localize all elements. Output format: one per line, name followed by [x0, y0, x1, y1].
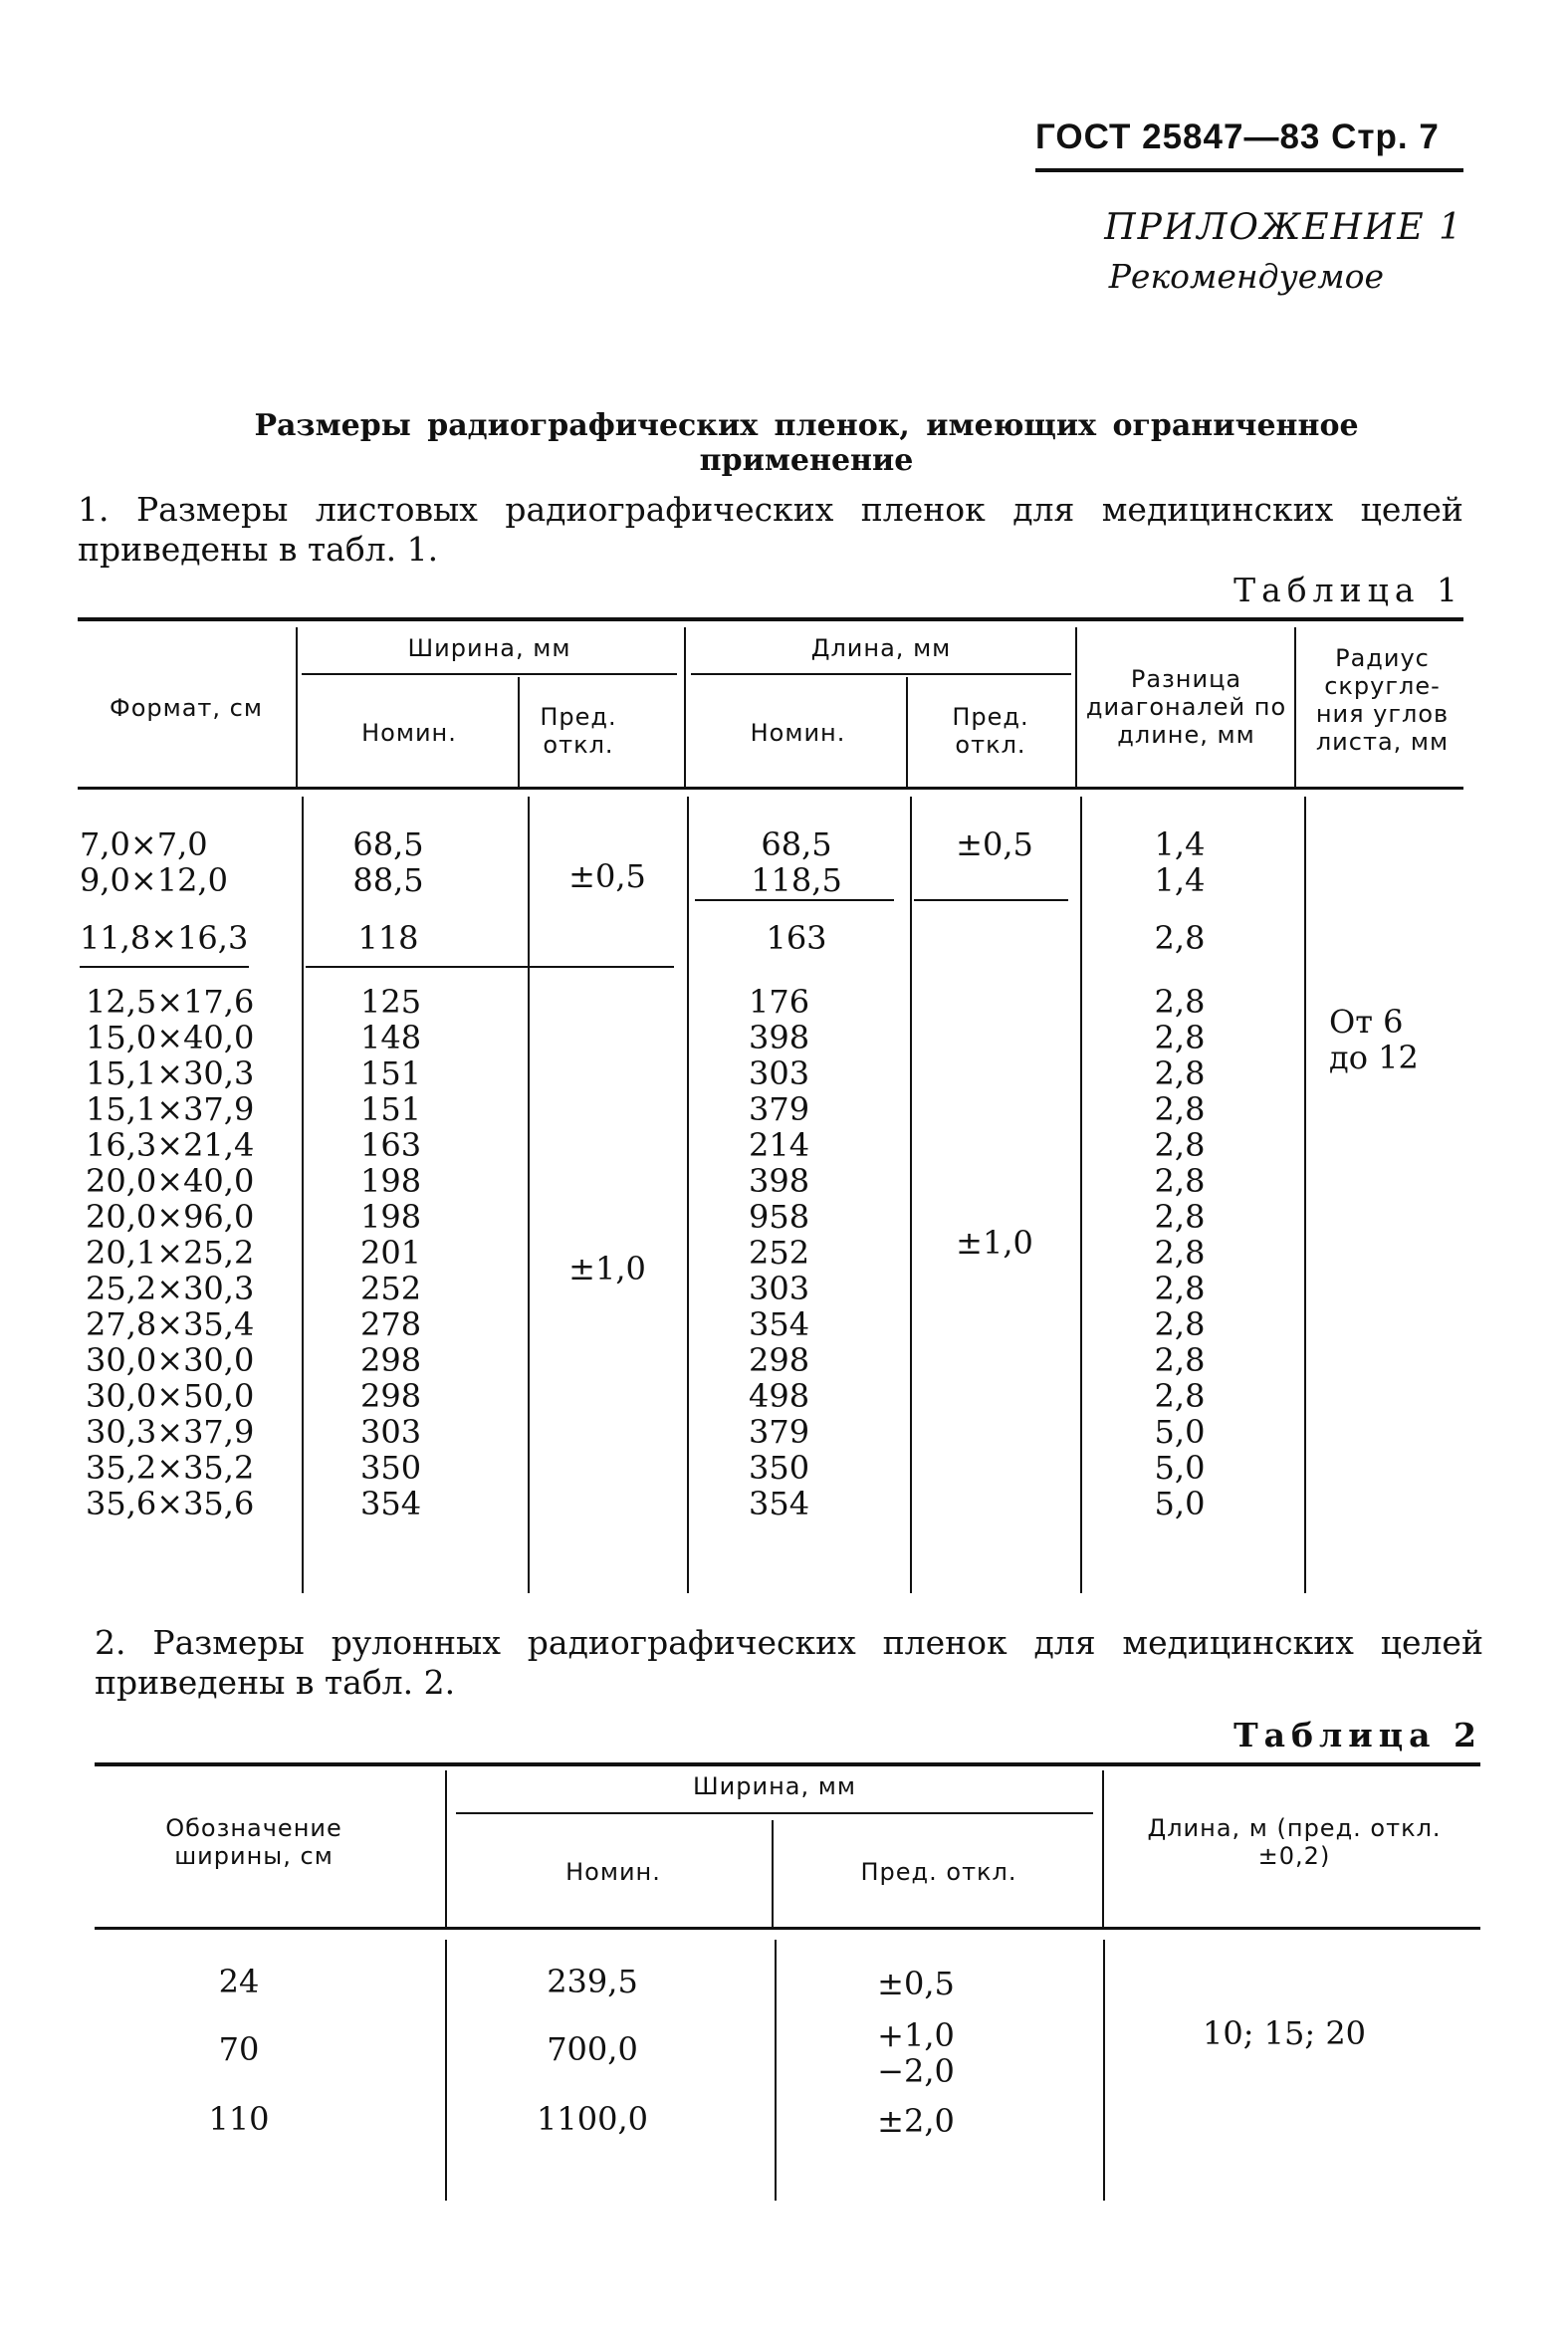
header-rule — [1035, 168, 1463, 172]
table-cell: От 6 — [1329, 1003, 1404, 1041]
table-1-vline — [687, 797, 689, 1593]
word: радиографических — [527, 1623, 856, 1662]
table-2-vline — [1103, 1940, 1105, 2201]
table-1-vline — [296, 627, 298, 787]
word: целей — [1380, 1623, 1483, 1662]
header-length-tolerance: Пред. откл. — [952, 703, 1029, 759]
column-width-nominal — [329, 920, 448, 956]
header-width: Ширина, мм — [693, 1772, 856, 1800]
word: для — [1033, 1623, 1096, 1662]
table-cell: 298 — [360, 1341, 422, 1379]
table-cell: 25,2×30,3 — [86, 1270, 255, 1307]
table-cell: 12,5×17,6 — [86, 983, 255, 1021]
table-cell: 15,0×40,0 — [86, 1019, 255, 1056]
word: пленок — [882, 1623, 1008, 1662]
column-diagonal-diff — [1125, 984, 1234, 1521]
table-cell: 252 — [749, 1234, 810, 1272]
table-cell: 298 — [749, 1341, 810, 1379]
table-cell: 5,0 — [1154, 1449, 1206, 1487]
table-cell: 198 — [360, 1198, 422, 1236]
table-cell: 9,0×12,0 — [80, 861, 228, 899]
table-1-caption: Таблица 1 — [1233, 571, 1463, 609]
column-width-nominal — [360, 984, 480, 1521]
header-width: Ширина, мм — [407, 634, 571, 662]
table-1-length-rule — [691, 673, 1071, 675]
word: 1. — [78, 490, 110, 529]
table-cell: 354 — [749, 1305, 810, 1343]
header-length-nominal: Номин. — [750, 719, 846, 747]
table-cell: 35,2×35,2 — [86, 1449, 255, 1487]
table-cell: 958 — [749, 1198, 810, 1236]
table-1-vline — [684, 627, 686, 787]
table-cell: 2,8 — [1154, 983, 1206, 1021]
word: радиографических — [505, 490, 834, 529]
table-cell: 2,8 — [1154, 1341, 1206, 1379]
table-cell: 15,1×30,3 — [86, 1054, 255, 1092]
word: для — [1012, 490, 1075, 529]
header-width-nominal: Номин. — [361, 719, 457, 747]
table-cell: 7,0×7,0 — [80, 825, 208, 863]
table-cell: 2,8 — [1154, 1054, 1206, 1092]
length-tolerance-group-2: ±1,0 — [956, 1224, 1033, 1262]
table-cell: 30,0×50,0 — [86, 1377, 255, 1415]
table-cell: 2,8 — [1154, 1234, 1206, 1272]
table-1-header-rule — [78, 787, 1463, 790]
word: рулонных — [331, 1623, 501, 1662]
table-cell: −2,0 — [877, 2052, 955, 2090]
table-cell: 11,8×16,3 — [80, 919, 249, 957]
paragraph-1-line-2: приведены в табл. 1. — [78, 530, 439, 569]
table-cell: 298 — [360, 1377, 422, 1415]
header-diagonal-diff: Разница диагоналей по длине, мм — [1085, 665, 1287, 749]
table-cell: 350 — [749, 1449, 810, 1487]
column-length-nominal — [727, 826, 866, 898]
length-value: 10; 15; 20 — [1202, 2014, 1367, 2052]
width-tolerance-group-1: ±0,5 — [568, 857, 646, 895]
table-1-vline — [302, 797, 304, 1593]
paragraph-2-line-2: приведены в табл. 2. — [95, 1663, 456, 1702]
table-cell: 700,0 — [547, 2030, 638, 2068]
header-width-tolerance: Пред. откл. — [860, 1858, 1017, 1886]
table-2-vline — [1102, 1770, 1104, 1927]
table-cell: 252 — [360, 1270, 422, 1307]
table-cell: 110 — [208, 2100, 270, 2138]
table-cell: 163 — [766, 919, 827, 957]
table-cell: 278 — [360, 1305, 422, 1343]
table-cell: 354 — [749, 1485, 810, 1522]
table-cell: 176 — [749, 983, 810, 1021]
table-1-vline — [1075, 627, 1077, 787]
header-designation: Обозначение ширины, см — [165, 1814, 342, 1870]
table-cell: 303 — [360, 1413, 422, 1451]
table-cell: ±0,5 — [877, 1965, 955, 2002]
table-cell: +1,0 — [877, 2016, 955, 2054]
table-cell: 201 — [360, 1234, 422, 1272]
table-cell: 118,5 — [751, 861, 842, 899]
word: Размеры — [135, 490, 289, 529]
header-width-tolerance: Пред. откл. — [540, 703, 617, 759]
word: медицинских — [1122, 1623, 1354, 1662]
table-cell: 68,5 — [352, 825, 424, 863]
word: 2. — [95, 1623, 126, 1662]
table-cell: 379 — [749, 1090, 810, 1128]
word: листовых — [315, 490, 478, 529]
appendix-status: Рекомендуемое — [1108, 257, 1384, 296]
table-cell: 20,0×40,0 — [86, 1162, 255, 1200]
table-1-width-rule — [302, 673, 677, 675]
paragraph-1-line-1 — [78, 490, 1463, 530]
column-diagonal-diff — [1125, 826, 1234, 898]
table-cell: 20,0×96,0 — [86, 1198, 255, 1236]
paragraph-1 — [78, 490, 1463, 570]
table-1-group-rule — [80, 966, 249, 968]
table-cell: 5,0 — [1154, 1413, 1206, 1451]
table-cell: 35,6×35,6 — [86, 1485, 255, 1522]
table-cell: 303 — [749, 1270, 810, 1307]
table-cell: 1,4 — [1154, 825, 1206, 863]
table-cell: 398 — [749, 1019, 810, 1056]
header-width-nominal: Номин. — [565, 1858, 661, 1886]
table-2-width-rule — [456, 1812, 1093, 1814]
table-cell: 2,8 — [1154, 1198, 1206, 1236]
table-1-top-rule — [78, 617, 1463, 621]
table-cell: 88,5 — [352, 861, 424, 899]
table-cell: 68,5 — [761, 825, 832, 863]
table-2-top-rule — [95, 1762, 1480, 1766]
paragraph-2 — [95, 1623, 1483, 1703]
table-1-vline — [910, 797, 912, 1593]
table-cell: 214 — [749, 1126, 810, 1164]
column-width-nominal — [329, 826, 448, 898]
header-length: Длина, мм — [810, 634, 952, 662]
table-cell: 379 — [749, 1413, 810, 1451]
table-cell: 148 — [360, 1019, 422, 1056]
table-2-vline — [445, 1940, 447, 2201]
header-format: Формат, см — [110, 694, 263, 722]
table-cell: 498 — [749, 1377, 810, 1415]
table-cell: 398 — [749, 1162, 810, 1200]
section-title: Размеры радиографических пленок, имеющих ограниченное применение — [254, 408, 1359, 478]
paragraph-2-line-1 — [95, 1623, 1483, 1663]
table-cell: 15,1×37,9 — [86, 1090, 255, 1128]
table-1-vline — [1304, 797, 1306, 1593]
table-1-vline — [528, 797, 530, 1593]
table-cell: 24 — [218, 1963, 260, 2000]
table-1-group-rule — [914, 899, 1068, 901]
table-cell: 30,0×30,0 — [86, 1341, 255, 1379]
table-1-group-rule — [306, 966, 674, 968]
table-cell: 2,8 — [1154, 1305, 1206, 1343]
column-format — [80, 920, 297, 956]
table-cell: 2,8 — [1154, 1126, 1206, 1164]
table-cell: 2,8 — [1154, 1019, 1206, 1056]
header-corner-radius: Радиус скругле- ния углов листа, мм — [1315, 644, 1450, 756]
table-cell: 5,0 — [1154, 1485, 1206, 1522]
header-length: Длина, м (пред. откл. ±0,2) — [1147, 1814, 1442, 1870]
table-cell: 354 — [360, 1485, 422, 1522]
length-tolerance-group-1: ±0,5 — [956, 825, 1033, 863]
table-cell: 30,3×37,9 — [86, 1413, 255, 1451]
table-cell: 1,4 — [1154, 861, 1206, 899]
table-cell: 198 — [360, 1162, 422, 1200]
table-cell: 2,8 — [1154, 1270, 1206, 1307]
table-cell: 2,8 — [1154, 1090, 1206, 1128]
table-2-vline — [772, 1820, 774, 1927]
table-2-caption: Таблица 2 — [1233, 1716, 1482, 1754]
width-tolerance-group-2: ±1,0 — [568, 1250, 646, 1287]
table-cell: 1100,0 — [537, 2100, 648, 2138]
column-format — [86, 984, 295, 1521]
table-cell: 151 — [360, 1054, 422, 1092]
table-cell: 20,1×25,2 — [86, 1234, 255, 1272]
column-corner-radius — [1329, 1004, 1458, 1075]
table-cell: 16,3×21,4 — [86, 1126, 255, 1164]
word: Размеры — [152, 1623, 305, 1662]
column-length-nominal — [749, 984, 868, 1521]
table-cell: 2,8 — [1154, 1162, 1206, 1200]
column-format — [80, 826, 297, 898]
word: медицинских — [1101, 490, 1334, 529]
table-2-header-rule — [95, 1927, 1480, 1930]
table-cell: 239,5 — [547, 1963, 638, 2000]
table-cell: 125 — [360, 983, 422, 1021]
table-2-vline — [445, 1770, 447, 1927]
table-cell: до 12 — [1329, 1039, 1419, 1076]
word: целей — [1360, 490, 1463, 529]
table-1-vline — [518, 677, 520, 787]
table-2-vline — [775, 1940, 777, 2201]
table-cell: 27,8×35,4 — [86, 1305, 255, 1343]
table-1-vline — [906, 677, 908, 787]
table-1-group-rule — [695, 899, 894, 901]
table-cell: 151 — [360, 1090, 422, 1128]
column-length-nominal — [727, 920, 866, 956]
table-1-vline — [1080, 797, 1082, 1593]
table-cell: 70 — [218, 2030, 260, 2068]
table-1-vline — [1294, 627, 1296, 787]
table-cell: 2,8 — [1154, 1377, 1206, 1415]
table-cell: 303 — [749, 1054, 810, 1092]
table-cell: 350 — [360, 1449, 422, 1487]
appendix-title: ПРИЛОЖЕНИЕ 1 — [1104, 207, 1463, 248]
word: пленок — [860, 490, 986, 529]
table-cell: 163 — [360, 1126, 422, 1164]
page-header: ГОСТ 25847—83 Стр. 7 — [1035, 117, 1440, 156]
column-diagonal-diff — [1125, 920, 1234, 956]
table-cell: ±2,0 — [877, 2102, 955, 2140]
table-cell: 118 — [357, 919, 419, 957]
table-cell: 2,8 — [1154, 919, 1206, 957]
